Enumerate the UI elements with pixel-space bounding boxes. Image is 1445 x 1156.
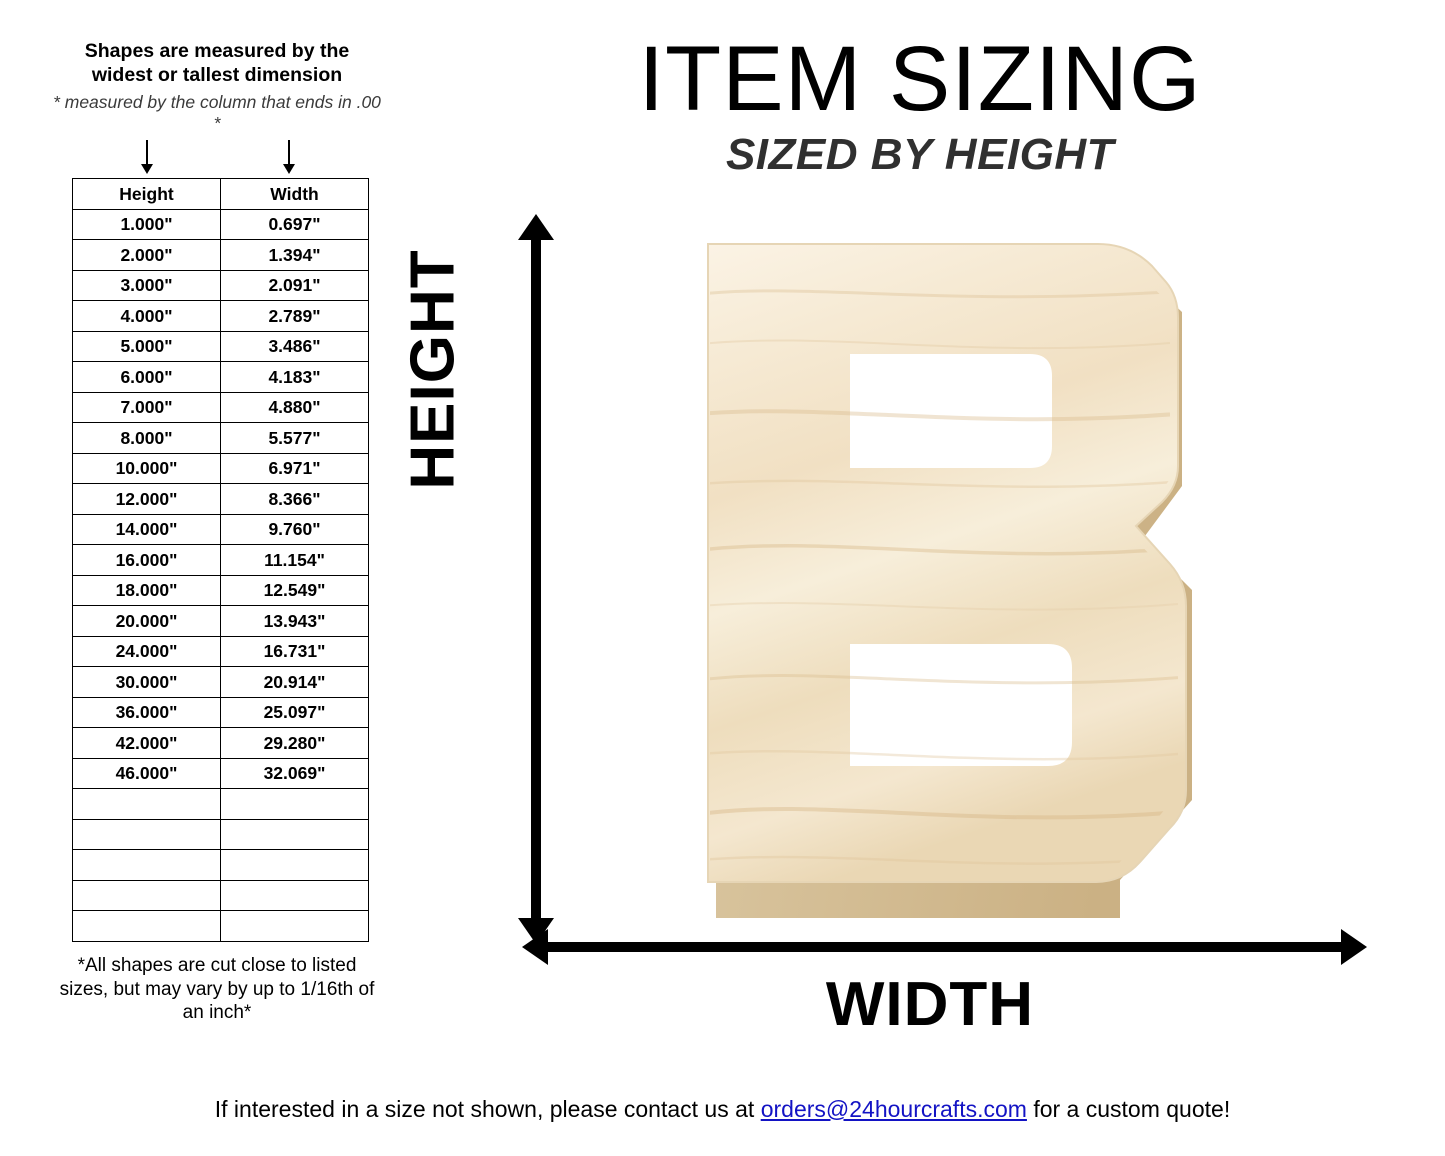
cell-height: 6.000" — [73, 362, 221, 393]
cell-height: 20.000" — [73, 606, 221, 637]
table-row — [73, 728, 369, 759]
cell-height: 46.000" — [73, 758, 221, 789]
cell-width: 16.731" — [221, 636, 369, 667]
width-arrow-icon — [522, 929, 1367, 965]
height-arrow-icon — [518, 214, 554, 944]
measurement-subnote: * measured by the column that ends in .00 * — [53, 91, 381, 133]
table-row — [73, 514, 369, 545]
cell-height: 18.000" — [73, 575, 221, 606]
cell-height: 8.000" — [73, 423, 221, 454]
height-axis-label: HEIGHT — [398, 249, 468, 490]
table-row-empty — [73, 819, 369, 850]
table-row — [73, 453, 369, 484]
cell-height-empty — [73, 880, 221, 911]
table-row — [73, 575, 369, 606]
cell-width: 9.760" — [221, 514, 369, 545]
column-arrows — [52, 140, 382, 176]
cell-width-empty — [221, 819, 369, 850]
cell-height-empty — [73, 911, 221, 942]
table-row — [73, 240, 369, 271]
table-row — [73, 545, 369, 576]
item-sizing-panel — [398, 28, 1410, 1044]
wooden-letter-b-image — [700, 234, 1220, 924]
cell-height: 12.000" — [73, 484, 221, 515]
cell-width: 2.789" — [221, 301, 369, 332]
cell-height-empty — [73, 850, 221, 881]
cell-height: 10.000" — [73, 453, 221, 484]
sizing-table-panel — [52, 40, 382, 1025]
table-row — [73, 270, 369, 301]
page-title: ITEM SIZING — [638, 28, 1202, 130]
size-chart-table — [72, 178, 369, 942]
cell-height-empty — [73, 819, 221, 850]
cell-height: 4.000" — [73, 301, 221, 332]
table-header-row — [73, 179, 369, 210]
cell-width-empty — [221, 850, 369, 881]
cell-width: 20.914" — [221, 667, 369, 698]
cell-height: 7.000" — [73, 392, 221, 423]
table-row — [73, 423, 369, 454]
cut-tolerance-footnote: *All shapes are cut close to listed sizes, but may vary by up to 1/16th of an inch* — [59, 954, 375, 1024]
cell-width: 4.183" — [221, 362, 369, 393]
cell-width: 25.097" — [221, 697, 369, 728]
down-arrow-icon-width — [282, 140, 296, 174]
contact-email-link[interactable]: orders@24hourcrafts.com — [760, 1096, 1027, 1122]
cell-height: 1.000" — [73, 209, 221, 240]
cell-width-empty — [221, 880, 369, 911]
cell-height: 16.000" — [73, 545, 221, 576]
cell-height: 24.000" — [73, 636, 221, 667]
cell-width: 29.280" — [221, 728, 369, 759]
cell-height: 14.000" — [73, 514, 221, 545]
table-row — [73, 392, 369, 423]
cell-width: 11.154" — [221, 545, 369, 576]
cell-width-empty — [221, 911, 369, 942]
table-row — [73, 636, 369, 667]
table-row — [73, 697, 369, 728]
table-row-empty — [73, 850, 369, 881]
width-axis-label: WIDTH — [825, 970, 1035, 1039]
cell-width: 0.697" — [221, 209, 369, 240]
table-header-height: Height — [73, 179, 221, 210]
down-arrow-icon-height — [140, 140, 154, 174]
cell-width: 4.880" — [221, 392, 369, 423]
contact-text-before: If interested in a size not shown, please contact us at — [214, 1096, 761, 1122]
cell-height: 36.000" — [73, 697, 221, 728]
table-row — [73, 758, 369, 789]
contact-text-after: for a custom quote! — [1026, 1096, 1231, 1122]
cell-height: 42.000" — [73, 728, 221, 759]
table-row — [73, 484, 369, 515]
cell-width: 8.366" — [221, 484, 369, 515]
cell-width: 12.549" — [221, 575, 369, 606]
table-row — [73, 362, 369, 393]
cell-width: 32.069" — [221, 758, 369, 789]
page-subtitle: SIZED BY HEIGHT — [725, 130, 1115, 180]
cell-width: 3.486" — [221, 331, 369, 362]
table-row — [73, 667, 369, 698]
cell-width: 1.394" — [221, 240, 369, 271]
table-row — [73, 209, 369, 240]
cell-width: 13.943" — [221, 606, 369, 637]
table-header-width: Width — [221, 179, 369, 210]
table-row — [73, 301, 369, 332]
cell-width-empty — [221, 789, 369, 820]
table-row-empty — [73, 880, 369, 911]
table-row-empty — [73, 789, 369, 820]
cell-width: 6.971" — [221, 453, 369, 484]
cell-height: 2.000" — [73, 240, 221, 271]
measurement-note: Shapes are measured by the widest or tallest dimension — [84, 40, 350, 86]
table-row — [73, 606, 369, 637]
cell-height: 3.000" — [73, 270, 221, 301]
cell-height-empty — [73, 789, 221, 820]
cell-width: 2.091" — [221, 270, 369, 301]
cell-width: 5.577" — [221, 423, 369, 454]
contact-line — [0, 1096, 1445, 1123]
table-row-empty — [73, 911, 369, 942]
cell-height: 5.000" — [73, 331, 221, 362]
table-row — [73, 331, 369, 362]
cell-height: 30.000" — [73, 667, 221, 698]
